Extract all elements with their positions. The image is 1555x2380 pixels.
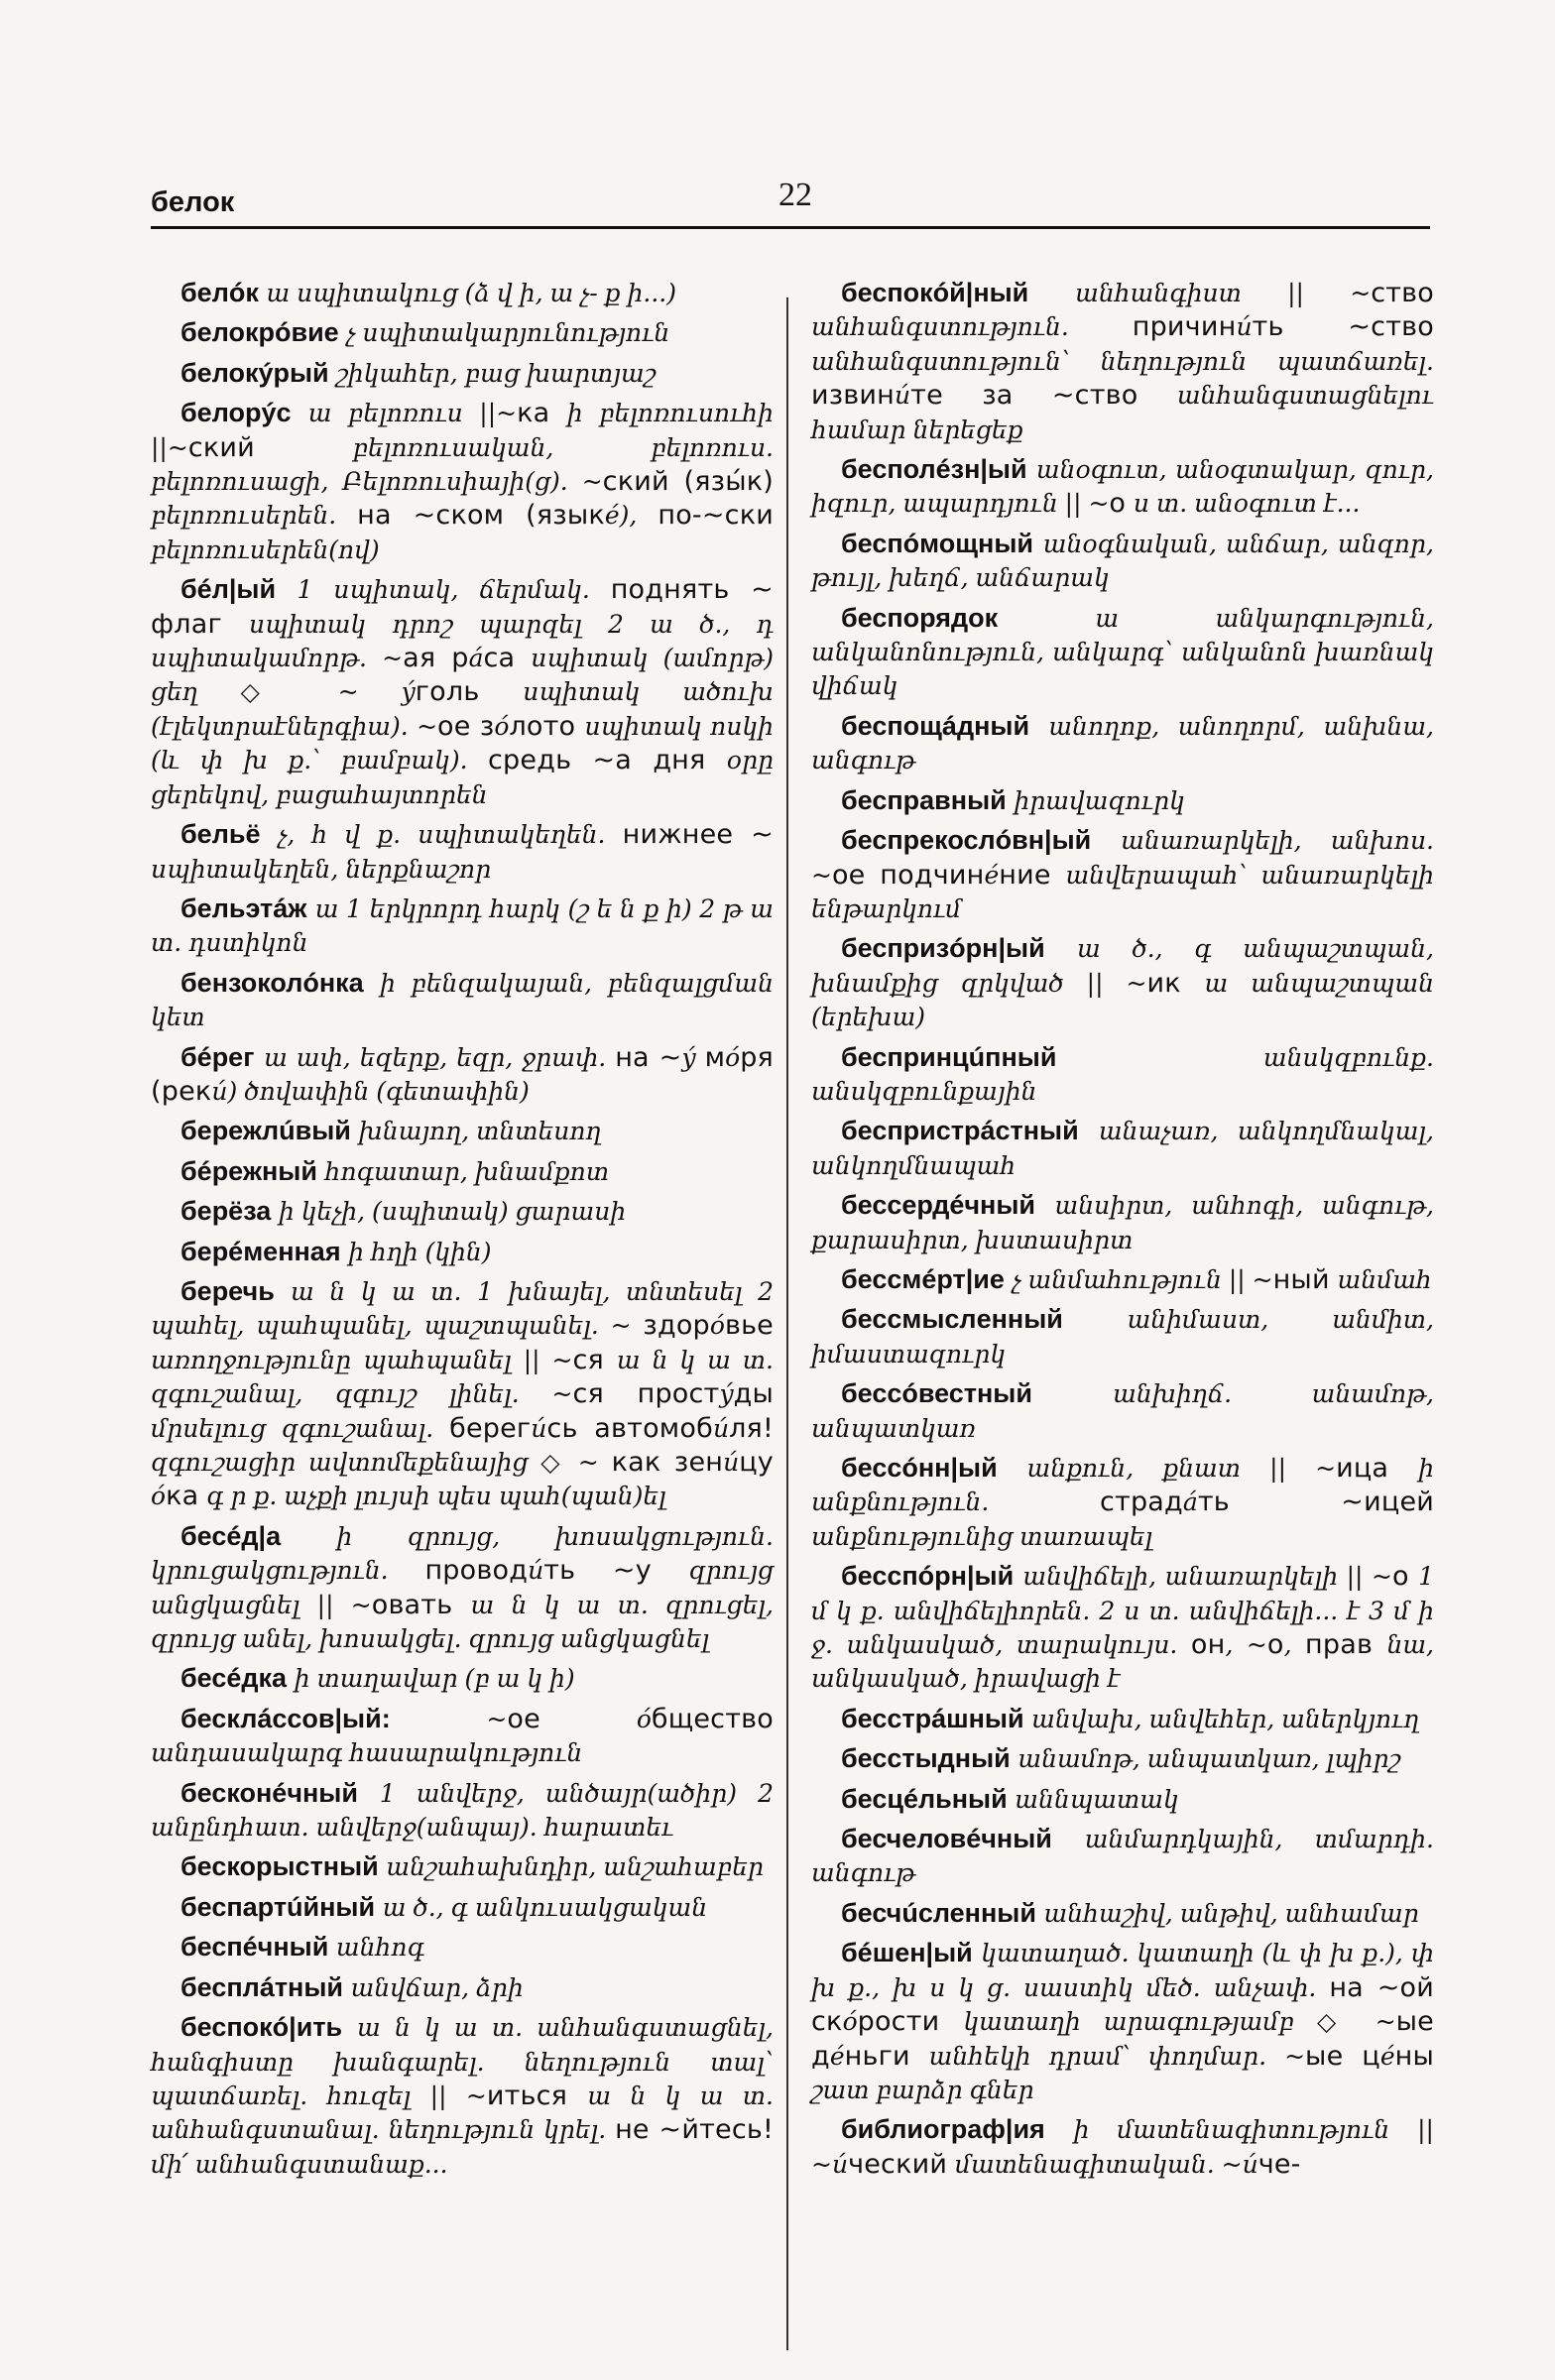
entry-headword: бесцéльный (841, 1783, 1008, 1814)
entry-headword: беспокó|ить (180, 2012, 343, 2043)
entry-definition: ա անկարգություն, անկանոնություն, անկարգ՝ անկանոն խառնակ վիճակ (811, 603, 1434, 701)
entry-definition: ա ափ, եզերք, եզր, ջրափ. на ~ý мóря (рекú) ծովափին (գետափին) (151, 1041, 774, 1107)
entry-headword: бесплáтный (180, 1971, 344, 2002)
entry-headword: бережлúвый (180, 1116, 351, 1146)
entry-definition: ա ծ., գ անկուսակցական (382, 1892, 708, 1922)
dictionary-entry (151, 1154, 774, 1189)
dictionary-entry (151, 1661, 774, 1696)
entry-definition: կատաղած. կատաղի (և փ խ ք.), փ խ ք., խ ս կ ց. սաստիկ մեծ. անչափ. на ~ой скóрости կատաղի արագությամբ ◇ ~ые дéньги անհեկի դրամ՝ փողմար. ~ые цéны շատ բարձր գներ (811, 1939, 1435, 2104)
entry-definition: անվճար, ձրի (350, 1972, 524, 2002)
entry-headword: беспартúйный (180, 1891, 376, 1922)
entry-definition: չ, հ վ ք. սպիտակեղեն. нижнее ~ սպիտակեղեն, ներքնաշոր (151, 819, 774, 884)
entry-definition: ա բելոռուս ||~ка ի բելոռուսուհի ||~ский բելոռուսական, բելոռուս. բելոռուսացի, Բելոռուսիայի(ց). ~ский (язы́к) բելոռուսերեն. на ~ском (языкé), по-~ски բելոռուսերեն(ով) (151, 398, 774, 564)
dictionary-entry (151, 315, 774, 350)
entry-headword: беспорядок (841, 602, 999, 633)
entry-headword: беспрекослóвн|ый (841, 825, 1092, 856)
entry-headword: белорýс (180, 398, 292, 428)
entry-headword: бéл|ый (180, 574, 277, 605)
column-divider (786, 298, 788, 2350)
dictionary-entry (151, 572, 774, 812)
dictionary-entry (151, 1194, 774, 1229)
dictionary-entry (811, 1040, 1434, 1110)
entry-definition: անքուն, քնատ || ~ица ի անքնություն. страдáть ~ицей անքնությունից տառապել (811, 1453, 1435, 1551)
entry-definition: անողոք, անողորմ, անխնա, անգութ (811, 711, 1434, 775)
dictionary-entry (151, 1274, 774, 1514)
dictionary-entry (151, 966, 774, 1035)
entry-definition: անօգնական, անճար, անզոր, թույլ, խեղճ, անճարակ (811, 529, 1434, 593)
entry-definition: ա ծ., գ անպաշտպան, խնամքից զրկված || ~ик ա անպաշտպան (երեխա) (811, 934, 1434, 1032)
left-column (151, 276, 774, 2187)
entry-headword: берёза (180, 1196, 272, 1227)
entry-definition: անհոգ (335, 1933, 425, 1963)
dictionary-entry (151, 1702, 774, 1771)
entry-definition: չ անմահություն || ~ный անմահ (1012, 1263, 1432, 1295)
dictionary-entry (811, 1936, 1434, 2107)
entry-headword: бескорыстный (180, 1851, 379, 1882)
dictionary-entry (811, 1822, 1434, 1891)
dictionary-entry (151, 1776, 774, 1845)
entry-headword: бессердéчный (841, 1190, 1036, 1221)
entry-definition: անսկզբունք. անսկզբունքային (811, 1042, 1434, 1106)
dictionary-entry (151, 1235, 774, 1269)
dictionary-entry (811, 823, 1434, 926)
entry-definition: անհաշիվ, անթիվ, անհամար (1043, 1898, 1419, 1928)
dictionary-entry (811, 1114, 1434, 1183)
entry-headword: беспощáдный (841, 710, 1030, 741)
dictionary-entry (811, 1741, 1434, 1776)
entry-headword: бесстрáшный (841, 1703, 1024, 1733)
entry-headword: бесправный (841, 784, 1007, 815)
entry-definition: անշահախնդիր, անշահաբեր (386, 1852, 764, 1882)
dictionary-entry (811, 452, 1434, 522)
entry-definition: ի տաղավար (բ ա կ ի) (294, 1664, 575, 1694)
entry-definition: աննպատակ (1015, 1784, 1179, 1814)
entry-definition: ա 1 երկրորդ հարկ (շ ե ն ք ի) 2 թ ա տ. դստիկոն (151, 893, 774, 958)
entry-definition: անառարկելի, անխոս. ~ое подчинéние անվերապահ՝ անառարկելի ենթարկում (811, 826, 1434, 923)
dictionary-entry (811, 709, 1434, 778)
entry-definition: անխիղճ. անամոթ, անպատկառ (811, 1379, 1434, 1443)
entry-definition: իրավազուրկ (1014, 785, 1185, 815)
dictionary-entry (811, 1702, 1434, 1736)
dictionary-entry (151, 1519, 774, 1657)
entry-headword: бесстыдный (841, 1743, 1011, 1774)
entry-headword: бесклáссов|ый: (180, 1703, 391, 1733)
dictionary-entry (151, 892, 774, 961)
entry-headword: беспристрáстный (841, 1116, 1079, 1146)
dictionary-entry (151, 1040, 774, 1110)
dictionary-entry (151, 396, 774, 567)
dictionary-entry (151, 2010, 774, 2182)
entry-definition: անհանգիստ || ~ство անհանգստություն. причинúть ~ство անհանգստություն՝ նեղություն պատճառել. извинúте за ~ство անհանգստացնելու համար ներեցեք (811, 278, 1434, 444)
dictionary-entry (811, 1188, 1434, 1257)
dictionary-entry (811, 1376, 1434, 1446)
dictionary-entry (811, 1782, 1434, 1817)
running-head: белок (151, 186, 235, 218)
right-column (811, 276, 1434, 2187)
page-header (151, 177, 1430, 226)
dictionary-entry (811, 601, 1434, 704)
entry-headword: бессóнн|ый (841, 1453, 998, 1483)
entry-headword: бéрежный (180, 1155, 317, 1186)
entry-definition: անվիճելի, անառարկելի || ~о 1 մ կ ք. անվիճելիորեն. 2 ս տ. անվիճելի... է 3 մ ի ջ. անկասկած, տարակույս. он, ~о, прав նա, անկասկած, իրավացի է (811, 1561, 1434, 1694)
dictionary-entry (811, 276, 1434, 447)
entry-headword: берéменная (180, 1236, 341, 1266)
entry-definition: ի հղի (կին) (348, 1237, 492, 1266)
entry-headword: бесéдка (180, 1663, 288, 1694)
entry-definition: անիմաստ, անմիտ, իմաստազուրկ (811, 1305, 1434, 1368)
dictionary-entry (811, 527, 1434, 596)
entry-definition: չ սպիտակարյունություն (346, 318, 670, 348)
entry-definition: ~ое óбщество անդասակարգ հասարակություն (151, 1703, 774, 1768)
entry-headword: бесчеловéчный (841, 1824, 1052, 1854)
entry-definition: ի մատենագիտություն || ~úческий մատենագիտական. ~úче- (811, 2115, 1434, 2180)
entry-headword: бессмыслeнный (841, 1304, 1063, 1335)
page-number: 22 (778, 177, 812, 213)
dictionary-entry (811, 1559, 1434, 1697)
entry-headword: бéрег (180, 1041, 255, 1072)
entry-headword: бесчúсленный (841, 1897, 1036, 1928)
entry-definition: 1 անվերջ, անծայր(ածիր) 2 անընդհատ. անվերջ(անպայ). հարատեւ (151, 1778, 774, 1843)
entry-headword: бельэтáж (180, 892, 307, 923)
entry-definition: անամոթ, անպատկառ, լպիրշ (1017, 1744, 1401, 1774)
entry-headword: бéшен|ый (841, 1938, 973, 1968)
dictionary-entry (811, 1302, 1434, 1371)
entry-headword: бесконéчный (180, 1777, 358, 1808)
entry-definition: անաչառ, անկողմնակալ, անկողմնապահ (811, 1117, 1434, 1180)
entry-definition: 1 սպիտակ, ճերմակ. поднять ~ флаг սպիտակ դրոշ պարզել 2 ա ծ., դ սպիտակամորթ. ~ая рáса սպիտակ (ամորթ) ցեղ ◇ ~ ýголь սպիտակ ածուխ (էլեկտրաէներգիա). ~ое зóлото սպիտակ ոսկի (և փ խ ք.՝ բամբակ). средь ~а дня օրը ցերեկով, բացահայտորեն (151, 574, 775, 809)
entry-headword: библиограф|ия (841, 2114, 1045, 2145)
dictionary-entry (151, 817, 774, 887)
entry-definition: ա սպիտակուց (ձ վ ի, ա չ- ք ի...) (266, 279, 676, 307)
entry-headword: бесполéзн|ый (841, 454, 1027, 485)
dictionary-entry (811, 783, 1434, 818)
entry-definition: շիկահեր, բաց խարտյաշ (336, 358, 657, 388)
entry-headword: бессóвестный (841, 1378, 1032, 1409)
dictionary-entry (151, 1890, 774, 1925)
dictionary-entry (811, 1262, 1434, 1297)
entry-headword: белокрóвие (180, 317, 339, 348)
dictionary-entry (151, 276, 774, 310)
entry-headword: бельё (180, 819, 261, 850)
entry-definition: ի բենզակայան, բենզալցման կետ (151, 968, 774, 1032)
dictionary-entry (811, 1451, 1434, 1554)
entry-headword: бесéд|а (180, 1520, 282, 1551)
dictionary-entry (811, 1896, 1434, 1931)
entry-definition: ա ն կ ա տ. անհանգստացնել, հանգիստը խանգարել. նեղություն տալ՝ պատճառել. հուզել || ~иться ա ն կ ա տ. անհանգստանալ. նեղություն կրել. не ~йтесь! մի՛ անհանգստանաք... (151, 2013, 774, 2179)
entry-headword: бензоколóнка (180, 967, 364, 998)
entry-definition: անվախ, անվեհեր, աներկյուղ (1031, 1704, 1420, 1733)
dictionary-entry (151, 1930, 774, 1964)
entry-headword: беспринцúпный (841, 1041, 1057, 1072)
entry-definition: անմարդկային, տմարդի. անգութ (811, 1825, 1434, 1888)
entry-headword: белокýрый (180, 357, 329, 388)
entry-headword: беспéчный (180, 1932, 329, 1963)
entry-headword: бессмéрт|ие (841, 1263, 1005, 1294)
entry-definition: խնայող, տնտեսող (358, 1117, 602, 1146)
dictionary-entry (151, 1970, 774, 2005)
dictionary-entry (151, 1114, 774, 1148)
entry-headword: бесспóрн|ый (841, 1561, 1015, 1592)
dictionary-entry (151, 356, 774, 391)
entry-headword: белóк (180, 278, 259, 307)
dictionary-entry (811, 931, 1434, 1034)
entry-headword: беспризóрн|ый (841, 933, 1045, 964)
entry-headword: беречь (180, 1275, 275, 1306)
entry-definition: հոգատար, խնամքոտ (324, 1156, 610, 1186)
dictionary-entry (151, 1849, 774, 1884)
entry-headword: беспóмощный (841, 528, 1034, 558)
entry-headword: беспокóй|ный (841, 278, 1029, 307)
entry-definition: ի կեչի, (սպիտակ) ցարասի (278, 1197, 627, 1227)
entry-definition: ա ն կ ա տ. 1 խնայել, տնտեսել 2 պահել, պահպանել, պաշտպանել. ~ здорóвье առողջությունը պահպանել || ~ся ա ն կ ա տ. զգուշանալ, զգույշ լինել. ~ся простýды մրսելուց զգուշանալ. берегúсь автомобúля! զգուշացիր ավտոմեքենայից ◇ ~ как зенúцу óка գ ր ք. աչքի լույսի պես պահ(պան)ել (151, 1276, 775, 1512)
header-rule (151, 226, 1430, 229)
entry-definition: անսիրտ, անհոգի, անգութ, քարասիրտ, խստասիրտ (811, 1191, 1434, 1254)
dictionary-entry (811, 2112, 1434, 2182)
entry-definition: անօգուտ, անօգտակար, զուր, իզուր, ապարդյուն || ~о ս տ. անօգուտ է... (811, 455, 1434, 520)
entry-definition: ի զրույց, խոսակցություն. կրուցակցություն. проводúть ~у զրույց անցկացնել || ~овать ա ն կ ա տ. զրուցել, զրույց անել, խոսակցել. զրույց անցկացնել (151, 1521, 774, 1654)
